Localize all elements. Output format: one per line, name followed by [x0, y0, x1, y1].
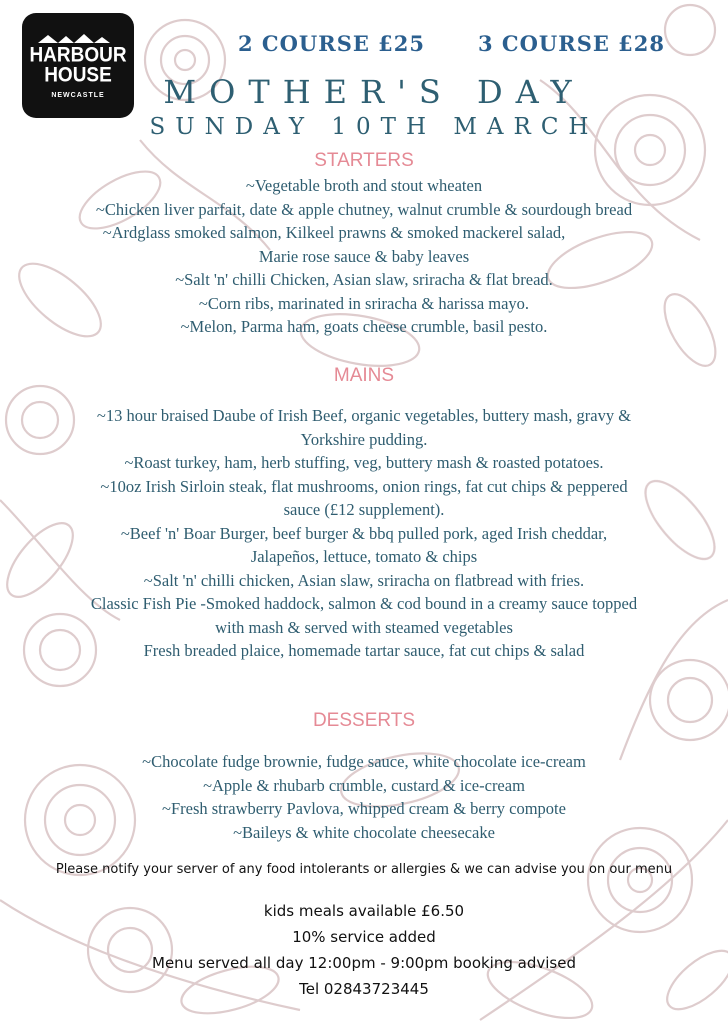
mains-heading: MAINS [333, 365, 395, 386]
service-charge-note: 10% service added [292, 928, 436, 946]
two-course-price: 2 COURSE £25 [238, 31, 426, 56]
logo-text-line1: HARBOUR [29, 43, 127, 67]
mains-list [0, 404, 728, 663]
starters-list [0, 174, 728, 339]
menu-item: Jalapeños, lettuce, tomato & chips [250, 547, 478, 566]
allergy-notice: Please notify your server of any food intolerants or allergies & we can advise you on our menu [55, 862, 673, 877]
menu-item: ~Fresh strawberry Pavlova, whipped cream & berry compote [162, 799, 566, 818]
menu-item: ~Roast turkey, ham, herb stuffing, veg, buttery mash & roasted potatoes. [124, 453, 604, 472]
starters-heading: STARTERS [314, 150, 414, 171]
menu-item: ~Salt 'n' chilli Chicken, Asian slaw, sriracha & flat bread. [175, 270, 553, 289]
kids-meals-note: kids meals available £6.50 [263, 902, 465, 920]
menu-item: ~Baileys & white chocolate cheesecake [233, 822, 495, 842]
menu-item: ~10oz Irish Sirloin steak, flat mushrooms, onion rings, fat cut chips & peppered [100, 476, 628, 496]
menu-item: ~Corn ribs, marinated in sriracha & harissa mayo. [198, 293, 530, 313]
page-title: MOTHER'S DAY [163, 73, 585, 111]
menu-item: ~Chicken liver parfait, date & apple chutney, walnut crumble & sourdough bread [95, 199, 633, 219]
footer-info [0, 898, 728, 1002]
menu-item: Classic Fish Pie -Smoked haddock, salmon & cod bound in a creamy sauce topped [90, 594, 638, 613]
menu-item: Yorkshire pudding. [300, 429, 428, 449]
menu-item: ~Vegetable broth and stout wheaten [245, 176, 483, 195]
menu-item: Marie rose sauce & baby leaves [258, 246, 470, 266]
rooftop-icon [38, 33, 118, 43]
phone-number: Tel 02843723445 [299, 980, 429, 998]
menu-item: ~Beef 'n' Boar Burger, beef burger & bbq pulled pork, aged Irish cheddar, [120, 523, 608, 543]
serving-hours-note: Menu served all day 12:00pm - 9:00pm booking advised [152, 954, 576, 972]
menu-item: ~Ardglass smoked salmon, Kilkeel prawns & smoked mackerel salad, [102, 223, 566, 242]
menu-item: with mash & served with steamed vegetables [215, 617, 513, 637]
menu-item: sauce (£12 supplement). [283, 500, 445, 519]
menu-item: ~Apple & rhubarb crumble, custard & ice-cream [203, 775, 525, 795]
desserts-list [0, 750, 728, 844]
logo-location: NEWCASTLE [51, 91, 105, 99]
menu-item: ~Salt 'n' chilli chicken, Asian slaw, sriracha on flatbread with fries. [143, 570, 585, 590]
menu-item: ~Chocolate fudge brownie, fudge sauce, white chocolate ice-cream [142, 752, 586, 771]
logo-text-line2: HOUSE [44, 63, 112, 87]
three-course-price: 3 COURSE £28 [478, 31, 666, 56]
menu-item: Fresh breaded plaice, homemade tartar sauce, fat cut chips & salad [143, 641, 585, 660]
desserts-heading: DESSERTS [312, 710, 416, 731]
event-date: SUNDAY 10TH MARCH [149, 114, 599, 140]
menu-item: ~Melon, Parma ham, goats cheese crumble, basil pesto. [180, 317, 548, 336]
menu-item: ~13 hour braised Daube of Irish Beef, organic vegetables, buttery mash, gravy & [96, 406, 632, 425]
